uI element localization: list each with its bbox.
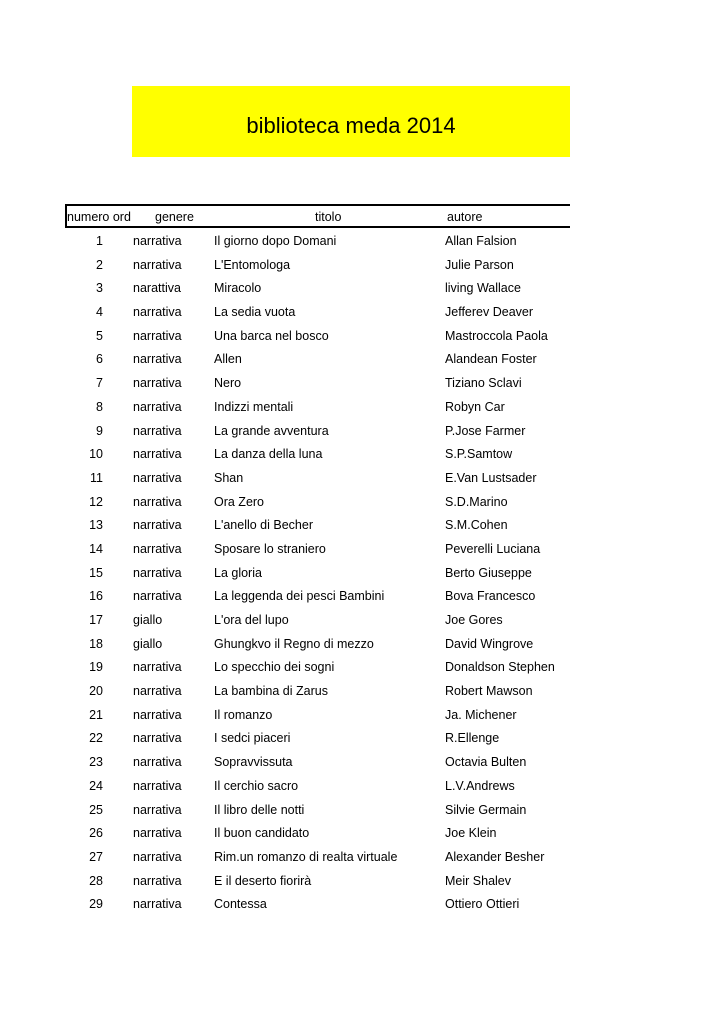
row-number: 3 (96, 281, 103, 296)
table-row (65, 797, 570, 821)
row-title: I sedci piaceri (214, 731, 291, 746)
row-author: Julie Parson (445, 257, 514, 272)
row-title: La bambina di Zarus (214, 684, 328, 699)
row-number: 19 (89, 660, 103, 675)
row-author: S.P.Samtow (445, 447, 513, 462)
row-author: Meir Shalev (445, 873, 511, 888)
row-title: Allen (214, 352, 242, 367)
row-genre: narrativa (133, 849, 182, 864)
table-row (65, 820, 570, 844)
row-author: Bova Francesco (445, 589, 536, 604)
row-title: La gloria (214, 565, 262, 580)
table-row (65, 323, 570, 347)
row-genre: giallo (133, 613, 163, 627)
table-row (65, 607, 570, 631)
row-title: E il deserto fiorirà (214, 873, 312, 888)
row-author: S.M.Cohen (445, 518, 508, 533)
row-genre: narrativa (133, 731, 182, 746)
header-genre: genere (155, 210, 194, 224)
row-author: Allan Falsion (445, 234, 517, 248)
row-author: living Wallace (445, 281, 521, 296)
row-author: David Wingrove (445, 636, 534, 651)
row-number: 25 (89, 802, 103, 817)
row-number: 16 (89, 589, 103, 604)
row-title: L'ora del lupo (214, 613, 289, 627)
table-row (65, 773, 570, 797)
row-genre: narrativa (133, 660, 182, 675)
row-genre: narrativa (133, 541, 182, 556)
row-genre: narattiva (133, 281, 181, 296)
row-author: Peverelli Luciana (445, 541, 541, 556)
row-title: Il giorno dopo Domani (214, 234, 337, 248)
table-row (65, 252, 570, 276)
table-row (65, 654, 570, 678)
row-number: 9 (96, 423, 103, 438)
row-genre: narrativa (133, 565, 182, 580)
row-title: L'anello di Becher (214, 518, 313, 533)
row-genre: narrativa (133, 755, 182, 770)
table-row (65, 702, 570, 726)
table-row (65, 441, 570, 465)
row-author: Octavia Bulten (445, 755, 527, 770)
row-genre: narrativa (133, 447, 182, 462)
header-title: titolo (315, 210, 342, 224)
row-author: Tiziano Sclavi (445, 376, 522, 391)
row-number: 4 (96, 305, 103, 320)
row-author: Berto Giuseppe (445, 565, 532, 580)
row-number: 22 (89, 731, 103, 746)
row-author: Robert Mawson (445, 684, 533, 699)
book-table (65, 204, 570, 915)
row-genre: narrativa (133, 778, 182, 793)
row-genre: narrativa (133, 707, 182, 722)
row-number: 5 (96, 328, 103, 343)
row-genre: narrativa (133, 826, 182, 841)
row-title: La danza della luna (214, 447, 323, 462)
row-number: 2 (96, 257, 103, 272)
table-row (65, 346, 570, 370)
row-title: Shan (214, 470, 244, 485)
table-row (65, 891, 570, 915)
row-number: 14 (89, 541, 103, 556)
row-author: Jefferev Deaver (445, 305, 534, 320)
row-author: Ja. Michener (445, 707, 517, 722)
row-number: 28 (89, 873, 103, 888)
row-title: Il romanzo (214, 707, 273, 722)
row-number: 7 (96, 376, 103, 391)
row-title: Sposare lo straniero (214, 541, 326, 556)
row-author: P.Jose Farmer (445, 423, 526, 438)
row-title: Il libro delle notti (214, 802, 305, 817)
row-genre: narrativa (133, 494, 182, 509)
row-genre: narrativa (133, 684, 182, 699)
row-title: Rim.un romanzo di realta virtuale (214, 849, 398, 864)
title-banner (132, 86, 570, 157)
table-row (65, 512, 570, 536)
table-body (65, 228, 570, 915)
header-author: autore (447, 210, 483, 224)
row-number: 26 (89, 826, 103, 841)
row-author: Silvie Germain (445, 802, 527, 817)
table-row (65, 844, 570, 868)
row-number: 21 (89, 707, 103, 722)
table-header (65, 204, 570, 228)
row-number: 10 (89, 447, 103, 462)
row-author: R.Ellenge (445, 731, 500, 746)
row-number: 13 (89, 518, 103, 533)
row-author: Alandean Foster (445, 352, 537, 367)
row-genre: narrativa (133, 234, 182, 248)
table-row (65, 394, 570, 418)
table-row (65, 370, 570, 394)
row-number: 29 (89, 897, 103, 912)
row-author: Mastroccola Paola (445, 328, 548, 343)
table-row (65, 678, 570, 702)
row-genre: narrativa (133, 305, 182, 320)
row-number: 20 (89, 684, 103, 699)
row-title: Sopravvissuta (214, 755, 293, 770)
row-author: E.Van Lustsader (445, 470, 537, 485)
row-genre: narrativa (133, 518, 182, 533)
row-title: La sedia vuota (214, 305, 296, 320)
row-title: Una barca nel bosco (214, 328, 329, 343)
row-genre: narrativa (133, 589, 182, 604)
row-number: 11 (90, 470, 103, 485)
row-title: Lo specchio dei sogni (214, 660, 335, 675)
table-row (65, 536, 570, 560)
row-author: Joe Gores (445, 613, 503, 627)
table-row (65, 749, 570, 773)
row-number: 18 (89, 636, 103, 651)
row-title: Ora Zero (214, 494, 265, 509)
table-row (65, 560, 570, 584)
row-genre: narrativa (133, 352, 182, 367)
row-title: La grande avventura (214, 423, 329, 438)
table-row (65, 868, 570, 892)
row-number: 17 (89, 613, 103, 627)
row-genre: narrativa (133, 802, 182, 817)
row-author: Robyn Car (445, 399, 505, 414)
row-title: Contessa (214, 897, 267, 912)
table-row (65, 489, 570, 513)
row-genre: narrativa (133, 399, 182, 414)
row-title: Miracolo (214, 281, 262, 296)
table-row (65, 583, 570, 607)
page-title: biblioteca meda 2014 (246, 113, 456, 138)
row-genre: giallo (133, 636, 163, 651)
table-row (65, 631, 570, 655)
row-title: Nero (214, 376, 242, 391)
row-genre: narrativa (133, 470, 182, 485)
row-genre: narrativa (133, 897, 182, 912)
row-author: S.D.Marino (445, 494, 508, 509)
row-number: 23 (89, 755, 103, 770)
table-row (65, 228, 570, 252)
table-row (65, 418, 570, 442)
table-row (65, 725, 570, 749)
row-title: Il cerchio sacro (214, 778, 299, 793)
row-title: L'Entomologa (214, 257, 291, 272)
table-row (65, 465, 570, 489)
row-number: 6 (96, 352, 103, 367)
row-genre: narrativa (133, 376, 182, 391)
row-genre: narrativa (133, 423, 182, 438)
row-number: 24 (89, 778, 103, 793)
table-row (65, 299, 570, 323)
row-title: Ghungkvo il Regno di mezzo (214, 636, 374, 651)
row-author: L.V.Andrews (445, 778, 515, 793)
row-author: Donaldson Stephen (445, 660, 555, 675)
row-title: La leggenda dei pesci Bambini (214, 589, 385, 604)
table-row (65, 275, 570, 299)
row-title: Il buon candidato (214, 826, 310, 841)
row-number: 27 (89, 849, 103, 864)
row-author: Alexander Besher (445, 849, 545, 864)
row-number: 15 (89, 565, 103, 580)
row-number: 1 (96, 234, 103, 248)
row-number: 8 (96, 399, 103, 414)
row-genre: narrativa (133, 328, 182, 343)
row-author: Ottiero Ottieri (445, 897, 520, 912)
row-title: Indizzi mentali (214, 399, 294, 414)
row-number: 12 (89, 494, 103, 509)
row-genre: narrativa (133, 257, 182, 272)
row-genre: narrativa (133, 873, 182, 888)
row-author: Joe Klein (445, 826, 497, 841)
header-number: numero ord (67, 210, 131, 224)
